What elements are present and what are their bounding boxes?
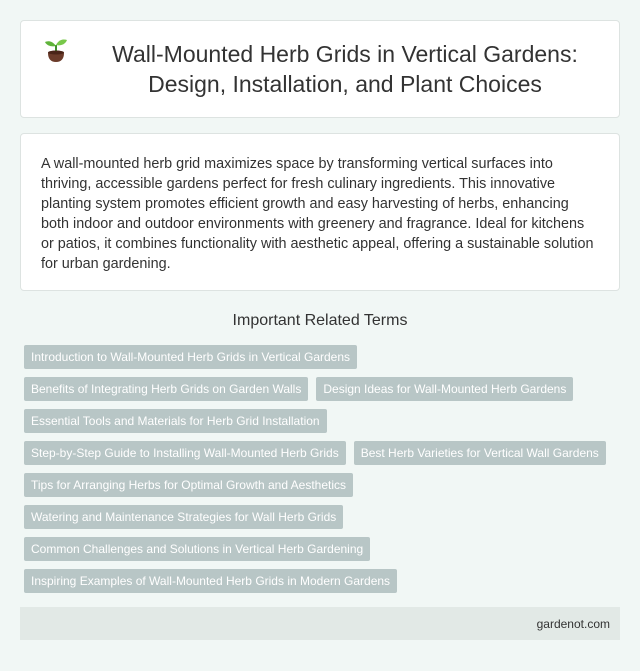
tag-row (24, 345, 624, 369)
related-term-tag[interactable]: Common Challenges and Solutions in Vertical Herb Gardening (24, 537, 370, 561)
header-card (20, 20, 620, 118)
description-text: A wall-mounted herb grid maximizes space by transforming vertical surfaces into thriving, accessible gardens perfect for fresh culinary ingredients. This innovative planting system promotes efficient growth and easy harvesting of herbs, enhancing both indoor and outdoor environments with greenery and fragrance. Ideal for kitchens or patios, it combines functionality with aesthetic appeal, offering a sustainable solution for urban gardening. (41, 156, 594, 272)
related-terms-list (24, 345, 624, 601)
related-term-tag[interactable]: Step-by-Step Guide to Installing Wall-Mounted Herb Grids (24, 441, 346, 465)
footer-site-name: gardenot.com (536, 616, 610, 631)
header (41, 39, 599, 99)
tag-row (24, 537, 624, 561)
related-term-tag[interactable]: Essential Tools and Materials for Herb Grid Installation (24, 409, 327, 433)
page-title: Wall-Mounted Herb Grids in Vertical Gardens: Design, Installation, and Plant Choices (112, 41, 578, 97)
footer (20, 607, 620, 640)
related-term-tag[interactable]: Watering and Maintenance Strategies for Wall Herb Grids (24, 505, 343, 529)
related-term-tag[interactable]: Benefits of Integrating Herb Grids on Garden Walls (24, 377, 308, 401)
sprout-icon (41, 35, 71, 65)
related-term-tag[interactable]: Best Herb Varieties for Vertical Wall Gardens (354, 441, 606, 465)
related-term-tag[interactable]: Inspiring Examples of Wall-Mounted Herb Grids in Modern Gardens (24, 569, 397, 593)
related-terms-heading: Important Related Terms (232, 312, 408, 329)
tag-row (24, 505, 624, 529)
tag-row (24, 473, 624, 497)
related-term-tag[interactable]: Introduction to Wall-Mounted Herb Grids in Vertical Gardens (24, 345, 357, 369)
tag-row (24, 441, 624, 465)
tag-row (24, 377, 624, 401)
description-card (20, 133, 620, 291)
related-term-tag[interactable]: Tips for Arranging Herbs for Optimal Growth and Aesthetics (24, 473, 353, 497)
related-term-tag[interactable]: Design Ideas for Wall-Mounted Herb Gardens (316, 377, 573, 401)
tag-row (24, 409, 624, 433)
tag-row (24, 569, 624, 593)
